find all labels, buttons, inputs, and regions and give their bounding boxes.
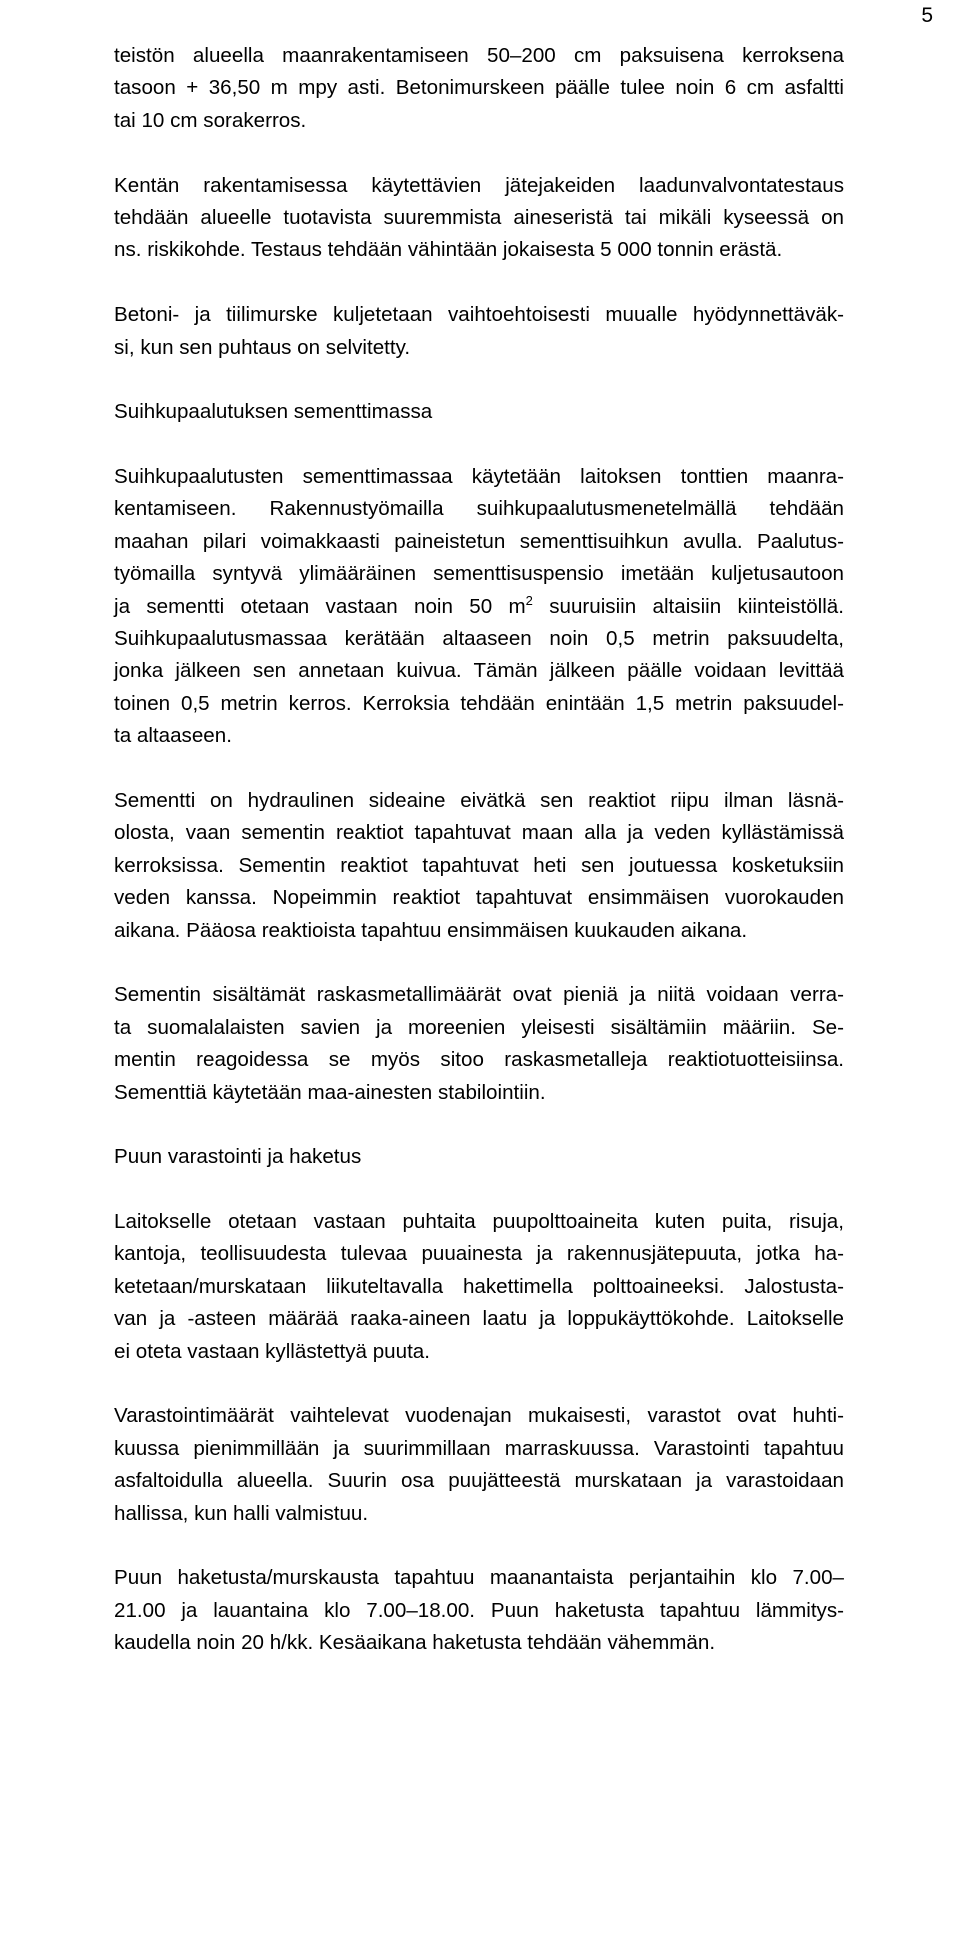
text-line: hallissa, kun halli valmistuu. bbox=[114, 1501, 369, 1525]
paragraph bbox=[114, 785, 844, 947]
text-line: tehdään alueelle tuotavista suuremmista aineseristä tai mikäli kyseessä on bbox=[114, 205, 844, 229]
text-line: asfaltoidulla alueella. Suurin osa puujätteestä murskataan ja varastoidaan bbox=[114, 1469, 844, 1493]
paragraph bbox=[114, 299, 844, 364]
paragraph bbox=[114, 979, 844, 1109]
text-run: ja sementti otetaan vastaan noin 50 m bbox=[114, 594, 526, 618]
text-run: suuruisiin altaisiin kiinteistöllä. bbox=[532, 594, 844, 618]
text-line: toinen 0,5 metrin kerros. Kerroksia tehdään enintään 1,5 metrin paksuudel- bbox=[114, 691, 844, 715]
text-line: ta altaaseen. bbox=[114, 724, 232, 748]
text-line: si, kun sen puhtaus on selvitetty. bbox=[114, 335, 411, 359]
text-line: tai 10 cm sorakerros. bbox=[114, 108, 307, 132]
paragraph bbox=[114, 1562, 844, 1659]
section-heading bbox=[114, 1141, 844, 1173]
text-line: Sementin sisältämät raskasmetallimäärät ovat pieniä ja niitä voidaan verra- bbox=[114, 983, 844, 1007]
text-line: kantoja, teollisuudesta tulevaa puuainesta ja rakennusjätepuuta, jotka ha- bbox=[114, 1242, 844, 1266]
superscript: 2 bbox=[525, 592, 533, 608]
text-line: maahan pilari voimakkaasti paineistetun sementtisuihkun avulla. Paalutus- bbox=[114, 529, 844, 553]
text-line: mentin reagoidessa se myös sitoo raskasmetalleja reaktiotuotteisiinsa. bbox=[114, 1048, 844, 1072]
document-body bbox=[114, 40, 844, 1692]
text-line: Varastointimäärät vaihtelevat vuodenajan mukaisesti, varastot ovat huhti- bbox=[114, 1404, 844, 1428]
text-line: tasoon + 36,50 m mpy asti. Betonimurskeen päälle tulee noin 6 cm asfaltti bbox=[114, 76, 844, 100]
paragraph bbox=[114, 1206, 844, 1368]
text-line: Suihkupaalutusmassaa kerätään altaaseen noin 0,5 metrin paksuudelta, bbox=[114, 627, 844, 651]
text-line: Sementtiä käytetään maa-ainesten stabilointiin. bbox=[114, 1080, 546, 1104]
text-line: Suihkupaalutuksen sementtimassa bbox=[114, 400, 433, 424]
page-number: 5 bbox=[921, 4, 933, 27]
text-line: Kentän rakentamisessa käytettävien jätejakeiden laadunvalvontatestaus bbox=[114, 173, 844, 197]
paragraph bbox=[114, 461, 844, 753]
text-line: työmailla syntyvä ylimääräinen sementtisuspensio imetään kuljetusautoon bbox=[114, 562, 844, 586]
text-line: kerroksissa. Sementin reaktiot tapahtuvat heti sen joutuessa kosketuksiin bbox=[114, 853, 844, 877]
text-line: Betoni- ja tiilimurske kuljetetaan vaihtoehtoisesti muualle hyödynnettäväk- bbox=[114, 303, 844, 327]
text-line: jonka jälkeen sen annetaan kuivua. Tämän jälkeen päälle voidaan levittää bbox=[114, 659, 844, 683]
text-line: kuussa pienimmillään ja suurimmillaan marraskuussa. Varastointi tapahtuu bbox=[114, 1436, 844, 1460]
text-line: Laitokselle otetaan vastaan puhtaita puupolttoaineita kuten puita, risuja, bbox=[114, 1210, 844, 1234]
text-line: 21.00 ja lauantaina klo 7.00–18.00. Puun haketusta tapahtuu lämmitys- bbox=[114, 1598, 844, 1622]
section-heading bbox=[114, 396, 844, 428]
text-line: ta suomalalaisten savien ja moreenien yleisesti sisältämiin määriin. Se- bbox=[114, 1015, 844, 1039]
text-line: teistön alueella maanrakentamiseen 50–200 cm paksuisena kerroksena bbox=[114, 44, 844, 67]
text-line: van ja -asteen määrää raaka-aineen laatu ja loppukäyttökohde. Laitokselle bbox=[114, 1307, 844, 1331]
text-line: Puun varastointi ja haketus bbox=[114, 1145, 362, 1169]
paragraph bbox=[114, 170, 844, 267]
text-line: kentamiseen. Rakennustyömailla suihkupaalutusmenetelmällä tehdään bbox=[114, 497, 844, 521]
paragraph bbox=[114, 1400, 844, 1530]
text-line bbox=[114, 591, 844, 623]
text-line: olosta, vaan sementin reaktiot tapahtuvat maan alla ja veden kyllästämissä bbox=[114, 821, 844, 845]
paragraph bbox=[114, 40, 844, 137]
text-line: ketetaan/murskataan liikuteltavalla hakettimella polttoaineeksi. Jalostusta- bbox=[114, 1274, 844, 1298]
text-line: Puun haketusta/murskausta tapahtuu maanantaista perjantaihin klo 7.00– bbox=[114, 1566, 844, 1590]
text-line: veden kanssa. Nopeimmin reaktiot tapahtuvat ensimmäisen vuorokauden bbox=[114, 886, 844, 910]
text-line: ns. riskikohde. Testaus tehdään vähintään jokaisesta 5 000 tonnin erästä. bbox=[114, 238, 783, 262]
text-line: ei oteta vastaan kyllästettyä puuta. bbox=[114, 1339, 430, 1363]
text-line: aikana. Pääosa reaktioista tapahtuu ensimmäisen kuukauden aikana. bbox=[114, 918, 748, 942]
text-line: Sementti on hydraulinen sideaine eivätkä sen reaktiot riipu ilman läsnä- bbox=[114, 788, 844, 812]
text-line: Suihkupaalutusten sementtimassaa käytetään laitoksen tonttien maanra- bbox=[114, 465, 844, 489]
text-line: kaudella noin 20 h/kk. Kesäaikana haketusta tehdään vähemmän. bbox=[114, 1631, 716, 1655]
